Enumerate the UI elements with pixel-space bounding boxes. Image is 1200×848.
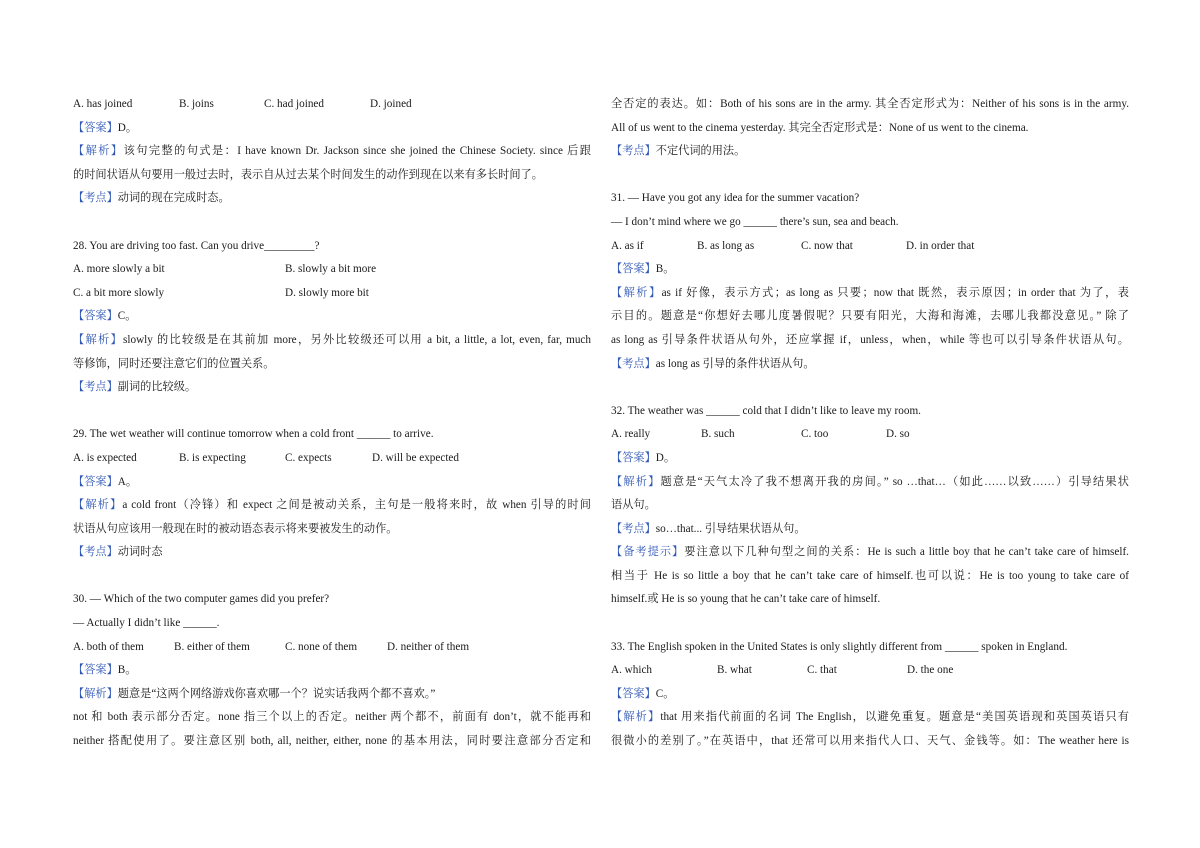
q28-options-row1 — [73, 258, 591, 282]
point-tag: 【考点】 — [611, 522, 656, 535]
q30-answer — [73, 659, 591, 683]
answer-tag: 【答案】 — [73, 475, 118, 488]
q30-option-c: C. none of them — [285, 640, 358, 653]
q28-options-row2 — [73, 282, 591, 306]
q33-question: 33. The English spoken in the United States is only slightly different from ______ spoken in England. — [611, 640, 1068, 653]
q27-analysis-line: 的时间状语从句要用一般过去时，表示自从过去某个时间发生的动作到现在以来有多长时间了。 — [73, 168, 543, 181]
q33-option-c: C. that — [807, 664, 837, 677]
point-tag: 【考点】 — [611, 145, 656, 158]
tip-text: 要注意以下几种句型之间的关系：He is such a little boy that he can’t take care of himself. — [684, 546, 1129, 559]
q31-options — [611, 235, 1129, 259]
answer-text: D。 — [655, 451, 676, 464]
answer-text: C。 — [117, 310, 137, 323]
q33-analysis-line: 很微小的差别了。”在英语中，that 还常可以用来指代人口、天气、金钱等。如：The weather here is — [611, 735, 1129, 748]
q32-answer — [611, 447, 1129, 471]
q33-option-b: B. what — [717, 664, 752, 677]
tip-tag: 【备考提示】 — [611, 546, 685, 559]
q29-analysis-line: 状语从句应该用一般现在时的被动语态表示将来要被发生的动作。 — [73, 522, 398, 535]
q33-option-d: D. the one — [907, 664, 954, 677]
analysis-tag: 【解析】 — [611, 711, 661, 724]
q27-option-b: B. joins — [179, 98, 214, 110]
point-tag: 【考点】 — [73, 381, 118, 394]
point-tag: 【考点】 — [611, 357, 656, 370]
analysis-tag: 【解析】 — [611, 286, 662, 299]
q32-options — [611, 423, 1129, 447]
q29-option-c: C. expects — [285, 451, 332, 464]
q30-continued-line: All of us went to the cinema yesterday. 其完全否定形式是：None of us went to the cinema. — [611, 121, 1029, 134]
q30-continued-line: 全否定的表达。如：Both of his sons are in the army. 其全否定形式为：Neither of his sons is in the army. — [611, 98, 1129, 110]
analysis-tag: 【解析】 — [73, 145, 124, 158]
answer-text: B。 — [117, 664, 137, 677]
q31-analysis-line: 示目的。题意是“你想好去哪儿度暑假呢？只要有阳光，大海和海滩，去哪儿我都没意见。” 除了 — [611, 310, 1129, 323]
q29-option-b: B. is expecting — [179, 451, 246, 464]
analysis-text: that 用来指代前面的名词 The English，以避免重复。题意是“美国英语现和英国英语只有 — [660, 711, 1129, 724]
q28-option-a: A. more slowly a bit — [73, 263, 165, 276]
q30-option-a: A. both of them — [73, 640, 144, 653]
answer-text: B。 — [655, 263, 675, 276]
q28-analysis-line — [73, 329, 591, 353]
q33-options — [611, 659, 1129, 683]
q28-option-b: B. slowly a bit more — [285, 263, 377, 276]
answer-tag: 【答案】 — [73, 121, 118, 134]
answer-tag: 【答案】 — [611, 687, 656, 700]
q31-answer — [611, 258, 1129, 282]
q28-answer — [73, 305, 591, 329]
point-text: 动词的现在完成时态。 — [117, 192, 230, 205]
q30-analysis-line: neither 搭配使用了。要注意区别 both, all, neither, either, none 的基本用法，同时要注意部分否定和 — [73, 735, 591, 748]
q27-point — [73, 187, 591, 211]
q32-tip-line: himself.或 He is so young that he can’t take care of himself. — [611, 593, 881, 606]
q30-option-d: D. neither of them — [387, 640, 470, 653]
analysis-text: 该句完整的句式是：I have known Dr. Jackson since she joined the Chinese Society. since 后跟 — [123, 145, 591, 158]
q28-option-d: D. slowly more bit — [285, 286, 369, 299]
q29-options — [73, 447, 591, 471]
q30-point — [611, 140, 1129, 164]
point-text: so…that... 引导结果状语从句。 — [655, 522, 806, 535]
left-column — [73, 93, 591, 754]
q29-option-a: A. is expected — [73, 451, 137, 464]
answer-text: D。 — [117, 121, 138, 134]
analysis-text: 题意是“这两个网络游戏你喜欢哪一个？说实话我两个都不喜欢。” — [117, 687, 436, 700]
q30-options — [73, 636, 591, 660]
q32-option-a: A. really — [611, 428, 651, 441]
q32-analysis-line: 语从句。 — [611, 499, 656, 512]
q29-question: 29. The wet weather will continue tomorrow when a cold front ______ to arrive. — [73, 428, 434, 441]
analysis-tag: 【解析】 — [73, 687, 118, 700]
q27-option-c: C. had joined — [264, 98, 324, 110]
answer-tag: 【答案】 — [611, 263, 656, 276]
analysis-tag: 【解析】 — [73, 333, 124, 346]
analysis-tag: 【解析】 — [611, 475, 661, 488]
q28-question: 28. You are driving too fast. Can you drive_________? — [73, 239, 320, 252]
q27-option-a: A. has joined — [73, 98, 133, 110]
q32-point — [611, 518, 1129, 542]
q31-reply: — I don’t mind where we go ______ there’s sun, sea and beach. — [611, 215, 899, 228]
q32-option-d: D. so — [886, 428, 910, 441]
analysis-text: as if 好像，表示方式；as long as 只要；now that 既然，表示原因；in order that 为了，表 — [661, 286, 1129, 299]
answer-text: A。 — [117, 475, 138, 488]
q31-point — [611, 353, 1129, 377]
q33-answer — [611, 683, 1129, 707]
q31-option-b: B. as long as — [697, 239, 755, 252]
answer-tag: 【答案】 — [73, 310, 118, 323]
analysis-text: a cold front（冷锋）和 expect 之间是被动关系，主句是一般将来时，故 when 引导的时间 — [122, 499, 591, 512]
q32-question: 32. The weather was ______ cold that I didn’t like to leave my room. — [611, 404, 921, 417]
q32-option-b: B. such — [701, 428, 735, 441]
q33-analysis-line — [611, 706, 1129, 730]
q32-tip-line — [611, 541, 1129, 565]
q33-option-a: A. which — [611, 664, 653, 677]
point-tag: 【考点】 — [73, 192, 118, 205]
answer-tag: 【答案】 — [611, 451, 656, 464]
analysis-text: slowly 的比较级是在其前加 more，另外比较级还可以用 a bit, a little, a lot, even, far, much — [123, 333, 591, 346]
point-text: 不定代词的用法。 — [655, 145, 746, 158]
q29-option-d: D. will be expected — [372, 451, 459, 464]
point-text: 动词时态 — [117, 546, 163, 559]
q30-question: 30. — Which of the two computer games did you prefer? — [73, 593, 330, 606]
analysis-text: 题意是“天气太冷了我不想离开我的房间。” so …that…（如此……以致……）引导结果状 — [660, 475, 1129, 488]
q28-option-c: C. a bit more slowly — [73, 286, 165, 299]
q30-reply: — Actually I didn’t like ______. — [73, 617, 220, 630]
q28-point — [73, 376, 591, 400]
q27-answer — [73, 117, 591, 141]
q30-option-b: B. either of them — [174, 640, 250, 653]
q31-option-d: D. in order that — [906, 239, 975, 252]
q29-answer — [73, 471, 591, 495]
point-text: as long as 引导的条件状语从句。 — [655, 357, 815, 370]
q29-analysis-line — [73, 494, 591, 518]
q32-tip-line: 相当于 He is so little a boy that he can’t take care of himself.也可以说：He is too young to take care of — [611, 569, 1129, 582]
q27-option-d: D. joined — [370, 98, 412, 110]
q28-analysis-line: 等修饰，同时还要注意它们的位置关系。 — [73, 357, 275, 370]
q30-analysis-line: not 和 both 表示部分否定。none 指三个以上的否定。neither 两个都不，前面有 don’t，就不能再和 — [73, 711, 591, 724]
analysis-tag: 【解析】 — [73, 499, 123, 512]
q31-analysis-line — [611, 282, 1129, 306]
q27-analysis-line — [73, 140, 591, 164]
answer-text: C。 — [655, 687, 675, 700]
q29-point — [73, 541, 591, 565]
right-column — [611, 93, 1129, 754]
q31-analysis-line: as long as 引导条件状语从句外，还应掌握 if，unless，when，while 等也可以引导条件状语从句。 — [611, 333, 1129, 346]
q31-question: 31. — Have you got any idea for the summer vacation? — [611, 192, 860, 205]
q32-option-c: C. too — [801, 428, 829, 441]
q30-analysis-line — [73, 683, 591, 707]
point-text: 副词的比较级。 — [117, 381, 197, 394]
q32-analysis-line — [611, 471, 1129, 495]
point-tag: 【考点】 — [73, 546, 118, 559]
q27-options — [73, 93, 591, 117]
q31-option-c: C. now that — [801, 239, 853, 252]
answer-tag: 【答案】 — [73, 664, 118, 677]
q31-option-a: A. as if — [611, 239, 644, 252]
